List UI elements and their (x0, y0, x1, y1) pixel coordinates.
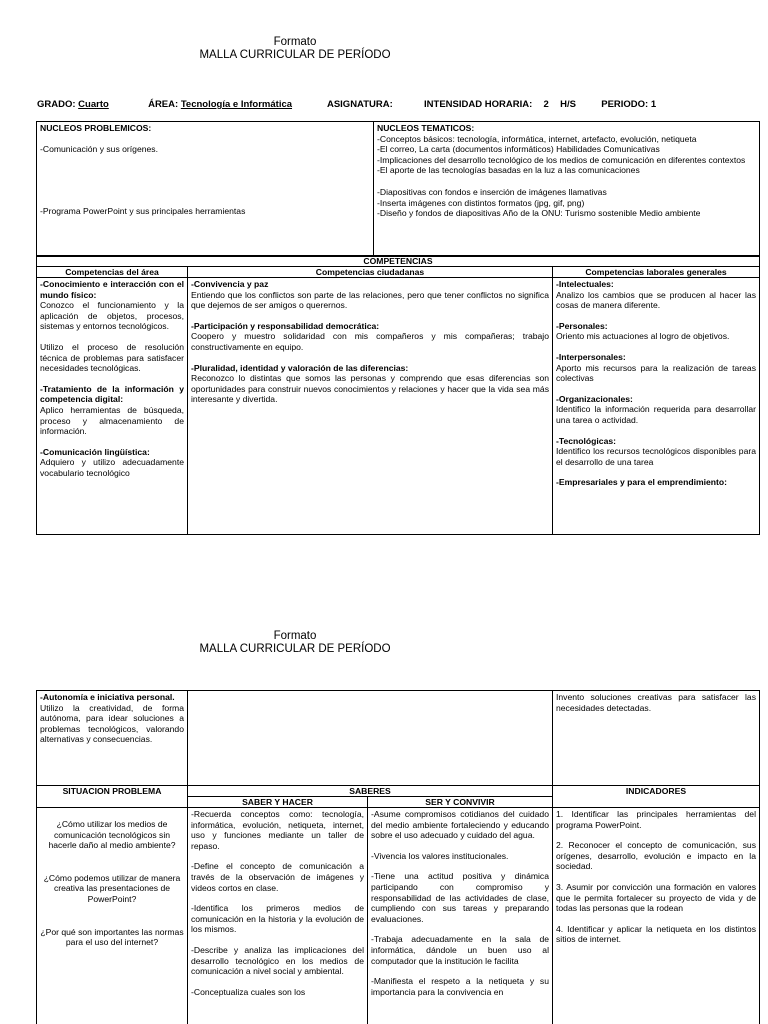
saber-hacer-item: -Conceptualiza cuales son los (191, 986, 306, 997)
nucleo-tematico-item: -Diseño y fondos de diapositivas Año de la ONU: Turismo sostenible Medio ambiente (377, 208, 701, 219)
area-label: ÁREA: (148, 99, 179, 110)
format-label: Formato (273, 630, 317, 642)
saberes-heading: SABERES (188, 786, 553, 797)
competencia-text: Entiendo que los conflictos son parte de las relaciones, pero que tener conflictos no significa que dejemos de ser amigos o querernos. (191, 289, 549, 311)
competencia-heading: -Personales: (556, 320, 608, 331)
situacion-cell (37, 808, 188, 1024)
indicador-item: 3. Asumir por convicción una formación en valores que le permita fortalecer su proyecto de vida y de todas las personas que la rodean (556, 881, 756, 914)
grado-value: Cuarto (78, 99, 109, 110)
competencia-text: Coopero y muestro solidaridad con mis compañeros y mis compañeras; trabajo constructivamente en equipo. (191, 331, 549, 352)
saber-hacer-item: -Identifica los primeros medios de comunicación en la historia y la evolución de los mismos. (191, 903, 364, 935)
page-title: MALLA CURRICULAR DE PERÍODO (199, 643, 391, 655)
ser-convivir-item: -Vivencia los valores institucionales. (371, 850, 509, 861)
nucleo-tematico-item: -Conceptos básicos: tecnología, informática, internet, artefacto, evolución, netiqueta (377, 133, 697, 144)
intensidad-label: INTENSIDAD HORARIA: (424, 99, 533, 110)
col-competencias-laborales: Competencias laborales generales (553, 267, 760, 278)
empty-cell (188, 691, 553, 786)
ser-convivir-item: -Asume compromisos cotidianos del cuidado del medio ambiente fortaleciendo y educando sobre el uso adecuado y cuidado del agua. (371, 809, 549, 841)
indicadores-cell (553, 808, 760, 1024)
indicador-item: 1. Identificar las principales herramientas del programa PowerPoint. (556, 809, 756, 830)
competencia-heading: -Pluralidad, identidad y valoración de las diferencias: (191, 362, 409, 373)
intensidad-unit: H/S (560, 99, 576, 110)
nucleo-tematico-item: -Diapositivas con fondos e inserción de imágenes llamativas (377, 186, 607, 197)
autonomia-text: Utilizo la creatividad, de forma autónoma, para idear soluciones a problemas tecnológicos, valorando alternativas y consecuencias. (40, 702, 184, 745)
nucleo-tematico-item: -El correo, La carta (documentos informáticos) Habilidades Comunicativas (377, 144, 660, 155)
saber-hacer-item: -Describe y analiza las implicaciones del desarrollo tecnológico en los medios de comunicación a nivel social y ambiental. (191, 944, 364, 977)
competencia-heading: -Empresariales y para el emprendimiento: (556, 477, 727, 488)
competencias-heading: COMPETENCIAS (37, 256, 760, 267)
competencia-text: Identifico los recursos tecnológicos disponibles para el desarrollo de una tarea (556, 446, 757, 467)
autonomia-cell (37, 691, 188, 786)
competencia-heading: -Convivencia y paz (191, 279, 269, 289)
nucleo-problemico-item: -Programa PowerPoint y sus principales herramientas (40, 206, 246, 217)
saber-hacer-item: -Define el concepto de comunicación a través de la observación de imágenes y videos cortos en clase. (191, 861, 364, 893)
autonomia-heading: -Autonomía e iniciativa personal. (40, 692, 175, 702)
col-competencias-area: Competencias del área (37, 267, 188, 278)
competencia-text: Utilizo el proceso de resolución técnica de problemas para satisfacer necesidades tecnológicas. (40, 341, 184, 374)
indicador-item: 4. Identificar y aplicar la netiqueta en los distintos sitios de internet. (556, 923, 756, 945)
format-label: Formato (273, 36, 317, 48)
ser-convivir-item: -Tiene una actitud positiva y dinámica participando con compromiso y responsabilidad de las actividades de clase, cumpliendo con sus tareas y preparando evaluaciones. (371, 871, 549, 924)
nucleos-tematicos-heading: NUCLEOS TEMATICOS: (377, 123, 475, 133)
competencia-text: Reconozco lo distintas que somos las personas y comprendo que esas diferencias son oportunidades para construir nuevos conocimientos y relaciones y hacer que la vida sea más interesante y divertida. (191, 373, 549, 405)
situacion-item: ¿Cómo podemos utilizar de manera creativa las presentaciones de PowerPoint? (43, 872, 181, 904)
competencia-text: Adquiero y utilizo adecuadamente vocabulario tecnológico (40, 457, 184, 478)
nucleos-problemicos-heading: NUCLEOS PROBLEMICOS: (40, 123, 152, 133)
competencia-heading: -Conocimiento e interacción con el mundo físico: (40, 279, 184, 300)
intensidad-value: 2 (543, 99, 549, 110)
indicadores-heading: INDICADORES (553, 786, 760, 808)
periodo-value: 1 (650, 99, 657, 110)
situacion-item: ¿Por qué son importantes las normas para el uso del internet? (40, 926, 184, 948)
competencia-text: Aporto mis recursos para la realización de tareas colectivas (556, 362, 757, 384)
competencia-text: Analizo los cambios que se producen al hacer las cosas de manera diferente. (556, 289, 757, 311)
invento-cell: Invento soluciones creativas para satisfacer las necesidades detectadas. (553, 691, 760, 786)
situacion-item: ¿Cómo utilizar los medios de comunicación tecnológicos sin hacerle daño al medio ambiente? (48, 819, 176, 851)
saber-hacer-cell (188, 808, 368, 1024)
page-title: MALLA CURRICULAR DE PERÍODO (199, 49, 391, 61)
competencia-text: Identifico la información requerida para desarrollar una tarea o actividad. (556, 404, 757, 425)
competencia-heading: -Interpersonales: (556, 351, 626, 362)
area-value: Tecnología e Informática (180, 99, 293, 110)
malla-table (36, 690, 760, 1024)
nucleo-problemico-item: -Comunicación y sus orígenes. (40, 143, 158, 154)
nucleo-tematico-item: -Implicaciones del desarrollo tecnológico de los medios de comunicación en diferentes contextos (377, 154, 746, 165)
saber-hacer-heading: SABER Y HACER (188, 797, 368, 808)
ser-convivir-item: -Trabaja adecuadamente en la sala de informática, dándole un buen uso al computador que la institución le facilita (371, 934, 549, 966)
ser-convivir-heading: SER Y CONVIVIR (368, 797, 553, 808)
grado-label: GRADO: (37, 99, 76, 110)
periodo-label: PERIODO: (601, 99, 649, 110)
nucleo-tematico-item: -El aporte de las tecnologías basadas en la luz a las comunicaciones (377, 165, 640, 176)
competencia-text: Conozco el funcionamiento y la aplicación de objetos, procesos, sistemas y entornos tecnológicos. (40, 300, 184, 332)
competencia-text: Aplico herramientas de búsqueda, proceso y almacenamiento de información. (40, 404, 184, 437)
ser-convivir-cell (368, 808, 553, 1024)
nucleo-tematico-item: -Inserta imágenes con distintos formatos (jpg, gif, png) (377, 197, 585, 208)
competencia-heading: -Participación y responsabilidad democrática: (191, 320, 380, 331)
competencia-heading: -Tratamiento de la información y competencia digital: (40, 383, 184, 405)
situacion-problema-heading: SITUACION PROBLEMA (37, 786, 188, 808)
ser-convivir-item: -Manifiesta el respeto a la netiqueta y su importancia para la convivencia en (371, 976, 549, 997)
competencia-text: Oriento mis actuaciones al logro de objetivos. (556, 331, 730, 342)
indicador-item: 2. Reconocer el concepto de comunicación, sus orígenes, desarrollo, evolución e impacto en la sociedad. (556, 840, 756, 872)
asignatura-label: ASIGNATURA: (326, 99, 393, 110)
competencia-heading: -Intelectuales: (556, 279, 614, 289)
competencia-heading: -Comunicación lingüística: (40, 446, 150, 457)
saber-hacer-item: -Recuerda conceptos como: tecnología, informática, evolución, netiqueta, internet, uso y funciones mediante un taller de repaso. (191, 809, 364, 851)
competencia-heading: -Organizacionales: (556, 393, 633, 404)
competencia-heading: -Tecnológicas: (556, 435, 617, 446)
col-competencias-ciudadanas: Competencias ciudadanas (188, 267, 553, 278)
